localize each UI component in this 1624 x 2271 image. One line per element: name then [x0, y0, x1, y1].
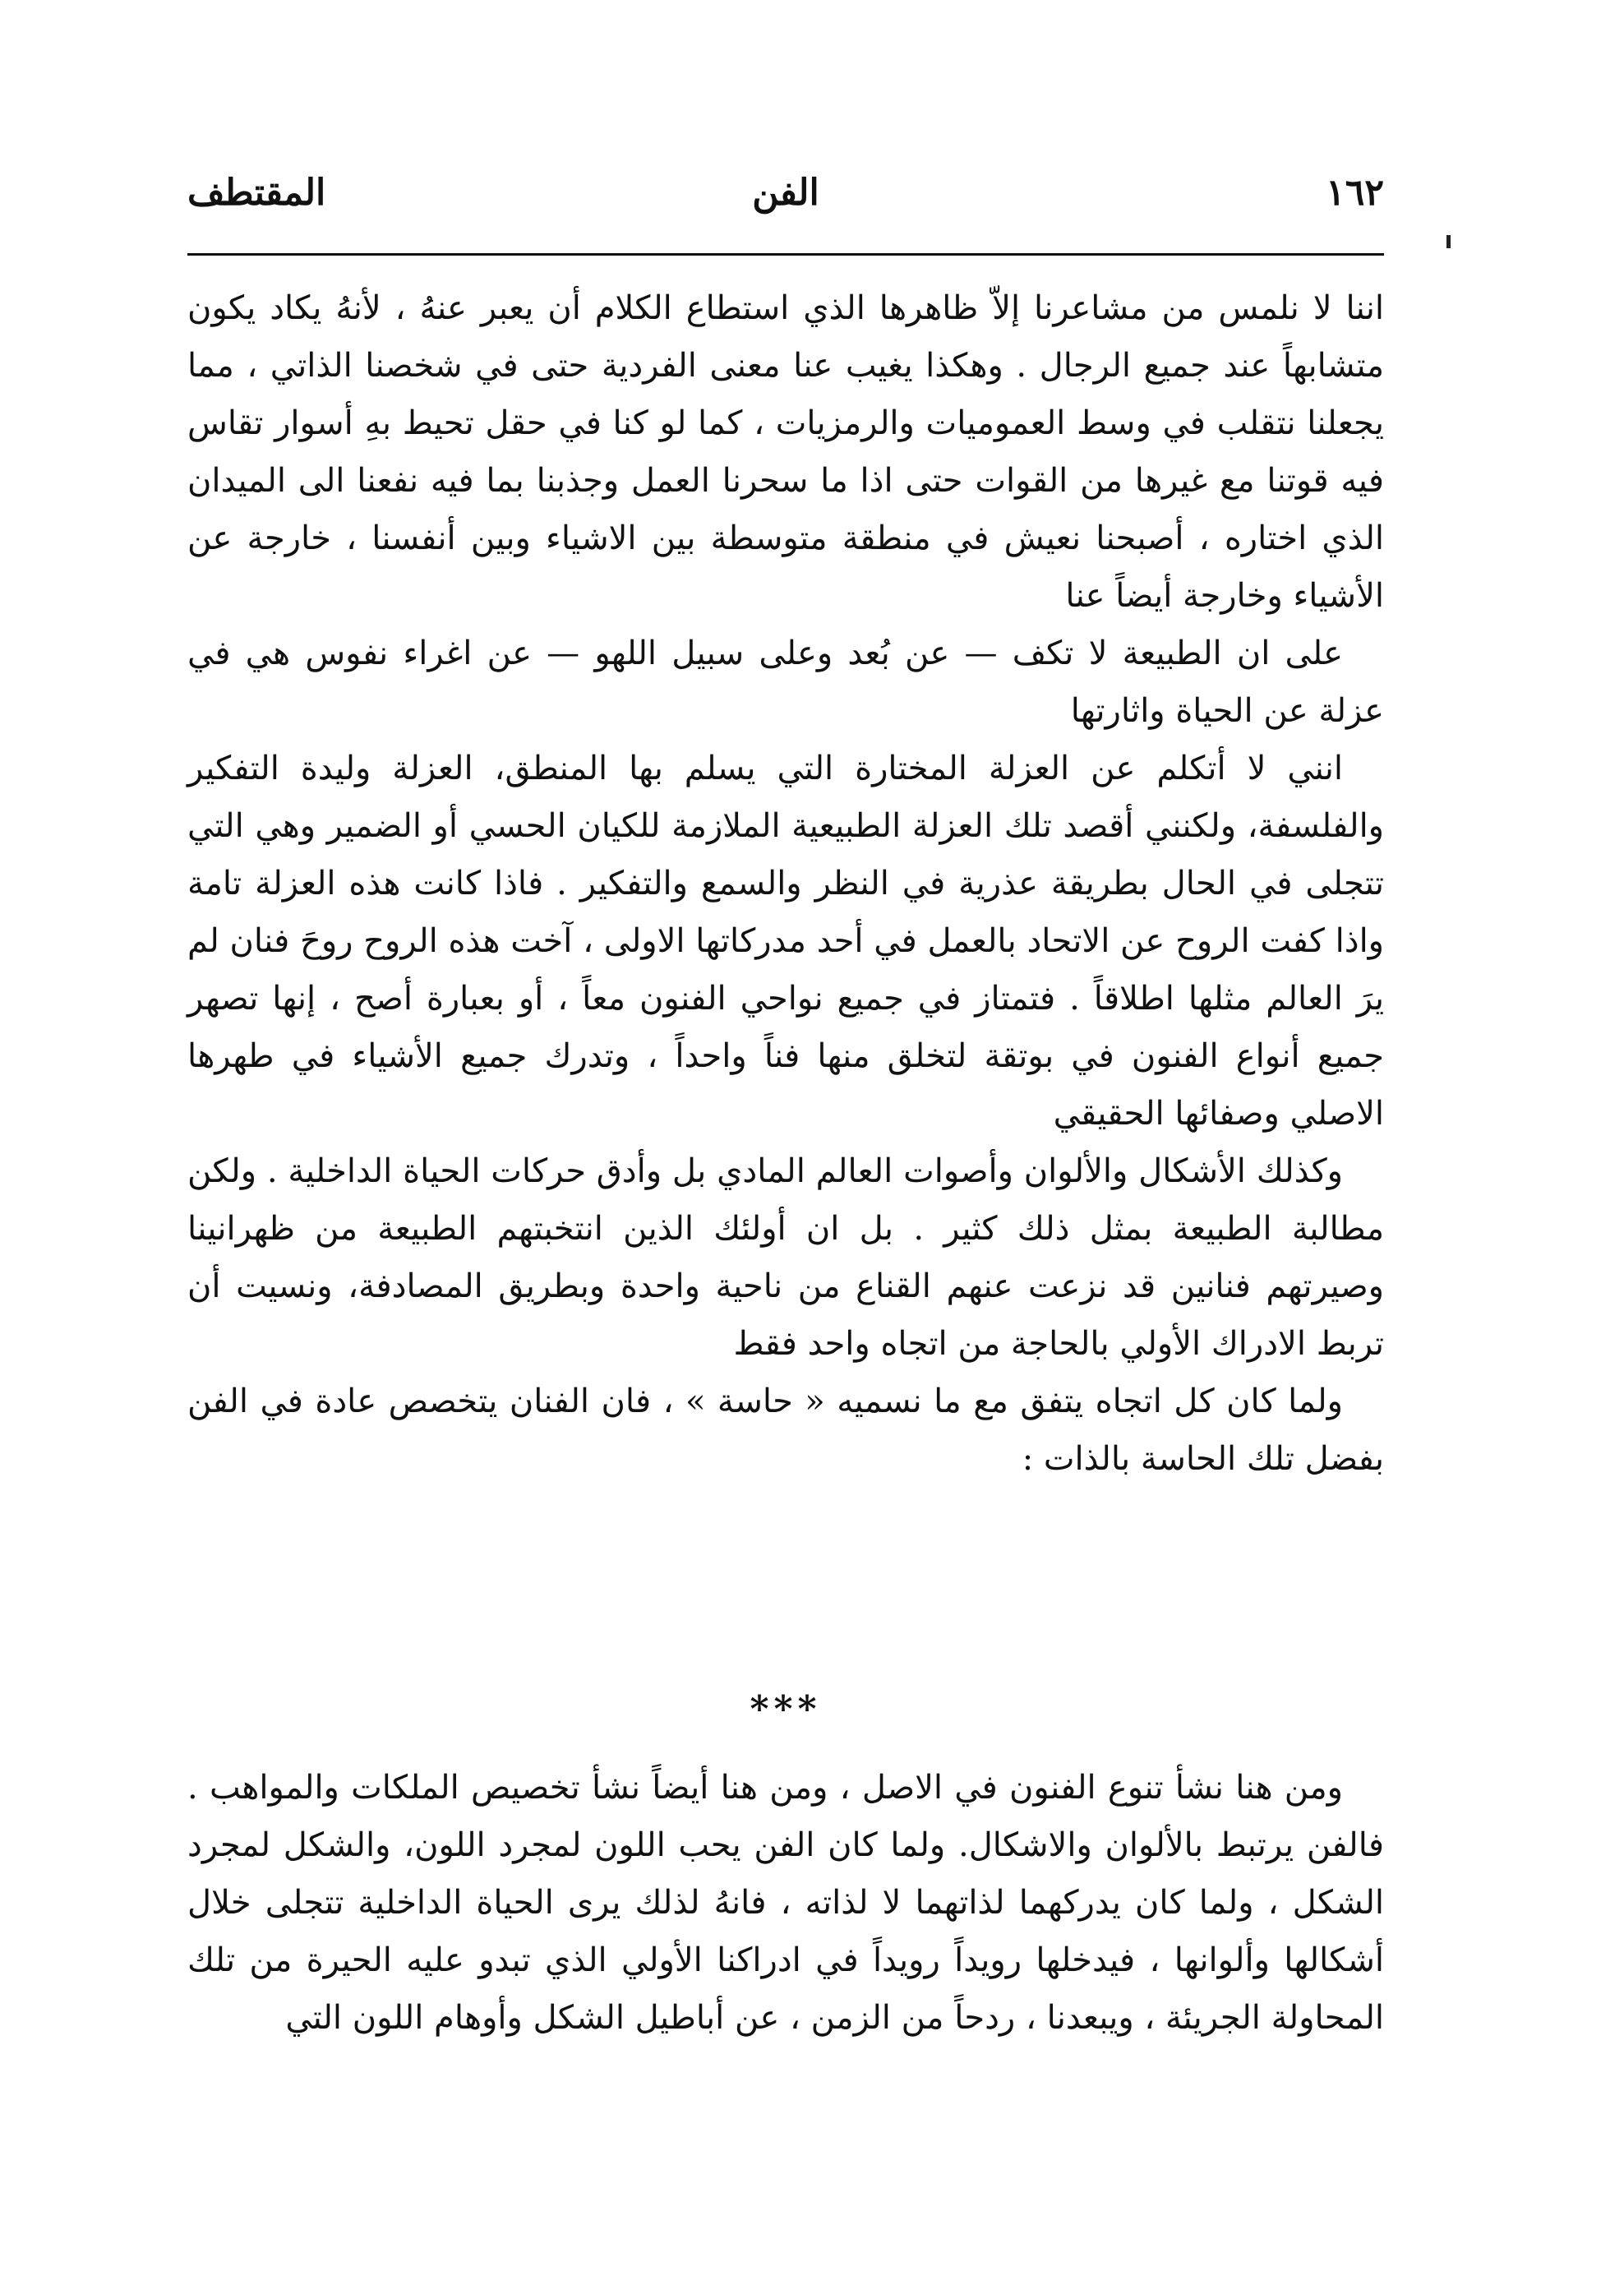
- paragraph: اننا لا نلمس من مشاعرنا إلاّ ظاهرها الذي استطاع الكلام أن يعبر عنهُ ، لأنهُ يكاد يكون متشابهاً عند جميع الرجال . وهكذا يغيب عنا معنى الفردية حتى في شخصنا الذاتي ، مما يجعلنا نتقلب في وسط العموميات والرمزيات ، كما لو كنا في حقل تحيط بهِ أسوار تقاس فيه قوتنا مع غيرها من القوات حتى اذا ما سحرنا العمل وجذبنا بما فيه نفعنا الى الميدان الذي اختاره ، أصبحنا نعيش في منطقة متوسطة بين الاشياء وبين أنفسنا ، خارجة عن الأشياء وخارجة أيضاً عنا: [187, 289, 1384, 615]
- margin-mark: [1446, 235, 1451, 248]
- journal-name: المقتطف: [187, 172, 326, 214]
- header-rule: [187, 253, 1384, 256]
- paragraph: على ان الطبيعة لا تكف — عن بُعد وعلى سبيل اللهو — عن اغراء نفوس هي في عزلة عن الحياة واثارتها: [187, 635, 1384, 730]
- article-body-top: [187, 279, 1384, 1488]
- section-separator: ***: [750, 1688, 822, 1730]
- paragraph: ولما كان كل اتجاه يتفق مع ما نسميه « حاسة » ، فان الفنان يتخصص عادة في الفن بفضل تلك الحاسة بالذات :: [187, 1382, 1384, 1478]
- paragraph: وكذلك الأشكال والألوان وأصوات العالم المادي بل وأدق حركات الحياة الداخلية . ولكن مطالبة الطبيعة بمثل ذلك كثير . بل ان أولئك الذين انتخبتهم الطبيعة من ظهرانينا وصيرتهم فنانين قد نزعت عنهم القناع من ناحية واحدة وبطريق المصادفة، ونسيت أن تربط الادراك الأولي بالحاجة من اتجاه واحد فقط: [187, 1152, 1384, 1363]
- article-body-bottom: [187, 1759, 1384, 2047]
- page-number: ١٦٢: [1326, 172, 1384, 214]
- page-header: [187, 156, 1384, 230]
- running-title: الفن: [752, 172, 819, 214]
- paragraph: انني لا أتكلم عن العزلة المختارة التي يسلم بها المنطق، العزلة وليدة التفكير والفلسفة، ولكنني أقصد تلك العزلة الطبيعية الملازمة للكيان الحسي أو الضمير وهي التي تتجلى في الحال بطريقة عذرية في النظر والسمع والتفكير . فاذا كانت هذه العزلة تامة واذا كفت الروح عن الاتحاد بالعمل في أحد مدركاتها الاولى ، آخت هذه الروح روحَ فنان لم يرَ العالم مثلها اطلاقاً . فتمتاز في جميع نواحي الفنون معاً ، أو بعبارة أصح ، إنها تصهر جميع أنواع الفنون في بوتقة لتخلق منها فناً واحداً ، وتدرك جميع الأشياء في طهرها الاصلي وصفائها الحقيقي: [187, 750, 1384, 1133]
- paragraph: ومن هنا نشأ تنوع الفنون في الاصل ، ومن هنا أيضاً نشأ تخصيص الملكات والمواهب . فالفن يرتبط بالألوان والاشكال. ولما كان الفن يحب اللون لمجرد اللون، والشكل لمجرد الشكل ، ولما كان يدركهما لذاتهما لا لذاته ، فانهُ لذلك يرى الحياة الداخلية تتجلى خلال أشكالها وألوانها ، فيدخلها رويداً رويداً في ادراكنا الأولي الذي تبدو عليه الحيرة من تلك المحاولة الجريئة ، ويبعدنا ، ردحاً من الزمن ، عن أباطيل الشكل وأوهام اللون التي: [187, 1769, 1384, 2037]
